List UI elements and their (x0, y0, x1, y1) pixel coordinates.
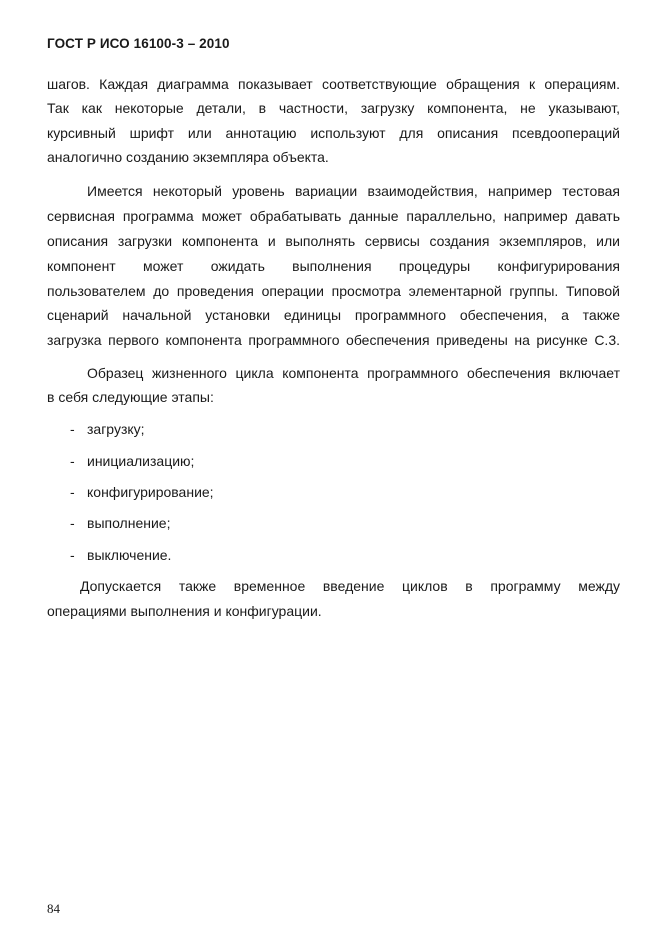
list-marker: - (70, 547, 75, 563)
list-item-text: инициализацию; (87, 453, 195, 469)
text-line: операциями выполнения и конфигурации. (47, 603, 322, 619)
list-item (70, 513, 170, 533)
list-marker: - (70, 484, 75, 500)
text-line: Имеется некоторый уровень вариации взаимодействия, например тестовая (87, 183, 620, 199)
list-marker: - (70, 421, 75, 437)
document-header: ГОСТ Р ИСО 16100-3 – 2010 (47, 36, 230, 51)
text-line: шагов. Каждая диаграмма показывает соответствующие обращения к операциям. (47, 76, 620, 92)
text-line: пользователем до проведения операции просмотра элементарной группы. Типовой (47, 283, 620, 299)
list-marker: - (70, 453, 75, 469)
text-line: Так как некоторые детали, в частности, загрузку компонента, не указывают, (47, 100, 620, 116)
text-line: компонент может ожидать выполнения процедуры конфигурирования (47, 258, 620, 274)
list-item-text: выполнение; (87, 515, 171, 531)
list-item-text: выключение. (87, 547, 172, 563)
page-number: 84 (47, 901, 60, 916)
text-line: Образец жизненного цикла компонента программного обеспечения включает (87, 365, 620, 381)
list-item-text: конфигурирование; (87, 484, 214, 500)
text-line: курсивный шрифт или аннотацию используют для описания псевдоопераций (47, 125, 620, 141)
list-item (70, 419, 145, 439)
text-line: описания загрузки компонента и выполнять сервисы создания экземпляров, или (47, 233, 620, 249)
text-line: загрузка первого компонента программного обеспечения приведены на рисунке С.3. (47, 332, 620, 348)
list-item (70, 545, 171, 565)
list-item (70, 451, 194, 471)
text-line: в себя следующие этапы: (47, 389, 214, 405)
text-line: аналогично созданию экземпляра объекта. (47, 149, 329, 165)
list-item (70, 482, 214, 502)
list-item-text: загрузку; (87, 421, 145, 437)
text-line: Допускается также временное введение циклов в программу между (80, 578, 620, 594)
list-marker: - (70, 515, 75, 531)
text-line: сценарий начальной установки единицы программного обеспечения, а также (47, 307, 620, 323)
text-line: сервисная программа может обрабатывать данные параллельно, например давать (47, 208, 620, 224)
